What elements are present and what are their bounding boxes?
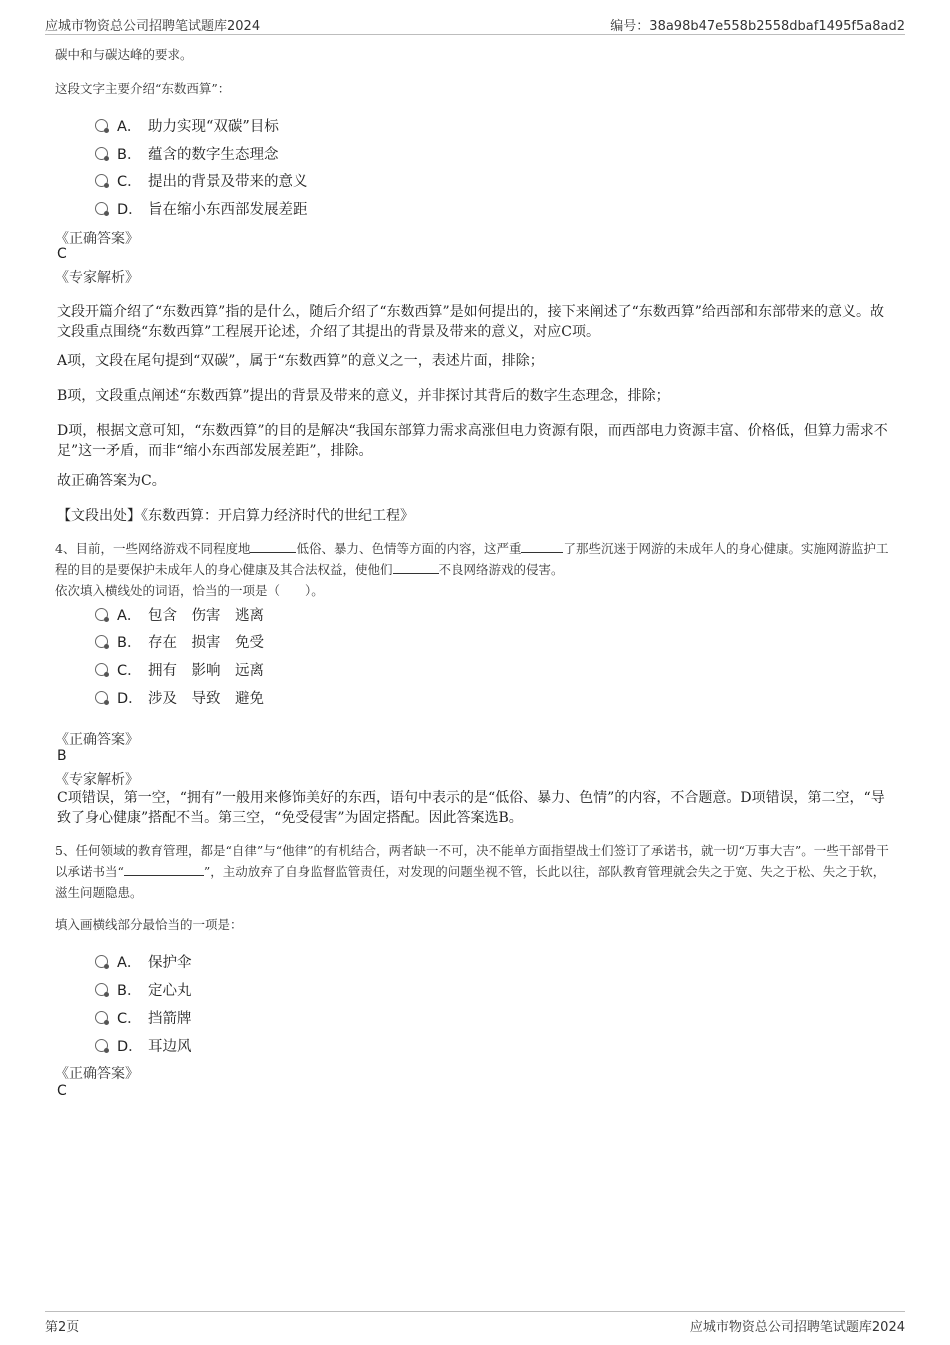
q5-option-c[interactable]: C． 挡箭牌: [95, 1006, 104, 1028]
footer-title: 应城市物资总公司招聘笔试题库2024: [689, 1320, 905, 1335]
blank-line: [521, 540, 563, 553]
q3-source: 【文段出处】《东数西算：开启算力经济时代的世纪工程》: [57, 508, 414, 524]
radio-icon[interactable]: [95, 174, 108, 187]
radio-icon[interactable]: [95, 635, 108, 648]
q4-analysis: C项错误，第一空，“拥有”一般用来修饰美好的东西，语句中表示的是“低俗、暴力、色情”的内容，不合题意。D项错误，第二空，“导致了身心健康”搭配不当。第三空，“免受侵害”为固定搭配。因此答案选B。: [57, 790, 885, 826]
q3-answer: C: [57, 246, 67, 262]
radio-icon[interactable]: [95, 147, 108, 160]
q3-answer-label: 《正确答案》: [55, 231, 139, 247]
q4-stem-tail: 依次填入横线处的词语，恰当的一项是（ ）。: [55, 583, 324, 598]
q5-stem: 5、任何领域的教育管理，都是“自律”与“他律”的有机结合，两者缺一不可，决不能单方面指望战士们签订了承诺书，就一切“万事大吉”。一些干部骨干以承诺书当“ ”，主动放弃了自身监督监管责任，对发现的问题坐视不管，长此以往，部队教育管理就会失之于宽、失之于松、失之于软，滋生问题隐患。: [55, 843, 889, 900]
q5-option-d[interactable]: D． 耳边风: [95, 1034, 104, 1056]
q4-option-b[interactable]: B． 存在 损害 免受: [95, 630, 104, 652]
q3-option-a[interactable]: A． 助力实现“双碳”目标: [95, 114, 104, 136]
q3-stem: 这段文字主要介绍“东数西算”：: [55, 81, 231, 96]
radio-icon[interactable]: [95, 1039, 108, 1052]
page-footer: [45, 1311, 905, 1336]
q3-analysis-4: D项，根据文意可知，“东数西算”的目的是解决“我国东部算力需求高涨但电力资源有限，而西部电力资源丰富、价格低，但算力需求不足”这一矛盾，而非“缩小东西部发展差距”，排除。: [57, 423, 888, 459]
radio-icon[interactable]: [95, 202, 108, 215]
q5-stem-tail: 填入画横线部分最恰当的一项是：: [55, 917, 243, 932]
q5-option-a[interactable]: A． 保护伞: [95, 950, 104, 972]
q4-option-c[interactable]: C． 拥有 影响 远离: [95, 658, 104, 680]
q3-analysis-1: 文段开篇介绍了“东数西算”指的是什么，随后介绍了“东数西算”是如何提出的，接下来阐述了“东数西算”给西部和东部带来的意义。故文段重点围绕“东数西算”工程展开论述，介绍了其提出的背景及带来的意义，对应C项。: [57, 304, 884, 340]
q4-option-d[interactable]: D． 涉及 导致 避免: [95, 686, 104, 708]
q5-answer: C: [57, 1083, 67, 1099]
q4-option-a[interactable]: A． 包含 伤害 逃离: [95, 603, 104, 625]
q3-option-d[interactable]: D． 旨在缩小东西部发展差距: [95, 197, 104, 219]
q4-stem: 4、目前，一些网络游戏不同程度地 低俗、暴力、色情等方面的内容，这严重 了那些沉迷于网游的未成年人的身心健康。实施网游监护工程的目的是要保护未成年人的身心健康及其合法权益，使他们 不良网络游戏的侵害。: [55, 541, 889, 577]
q3-analysis-3: B项，文段重点阐述“东数西算”提出的背景及带来的意义，并非探讨其背后的数字生态理念，排除；: [57, 388, 670, 404]
q4-analysis-label: 《专家解析》: [55, 772, 139, 788]
radio-icon[interactable]: [95, 955, 108, 968]
header-code: 编号：38a98b47e558b2558dbaf1495f5a8ad2: [610, 19, 905, 34]
blank-line: [124, 863, 204, 876]
radio-icon[interactable]: [95, 983, 108, 996]
q3-option-b[interactable]: B． 蕴含的数字生态理念: [95, 142, 104, 164]
radio-icon[interactable]: [95, 608, 108, 621]
radio-icon[interactable]: [95, 691, 108, 704]
page-header: [45, 12, 905, 35]
q5-answer-label: 《正确答案》: [55, 1066, 139, 1082]
radio-icon[interactable]: [95, 119, 108, 132]
q4-answer-label: 《正确答案》: [55, 732, 139, 748]
page-number: 第2页: [45, 1320, 80, 1335]
header-title: 应城市物资总公司招聘笔试题库2024: [45, 19, 261, 34]
radio-icon[interactable]: [95, 1011, 108, 1024]
radio-icon[interactable]: [95, 663, 108, 676]
q3-option-c[interactable]: C． 提出的背景及带来的意义: [95, 169, 104, 191]
q3-analysis-label: 《专家解析》: [55, 270, 139, 286]
q3-intro-tail: 碳中和与碳达峰的要求。: [55, 47, 193, 62]
q5-option-b[interactable]: B． 定心丸: [95, 978, 104, 1000]
q3-analysis-2: A项，文段在尾句提到“双碳”，属于“东数西算”的意义之一，表述片面，排除；: [57, 353, 544, 369]
q3-analysis-5: 故正确答案为C。: [57, 473, 166, 489]
blank-line: [393, 561, 439, 574]
q4-answer: B: [57, 748, 67, 764]
blank-line: [250, 540, 296, 553]
